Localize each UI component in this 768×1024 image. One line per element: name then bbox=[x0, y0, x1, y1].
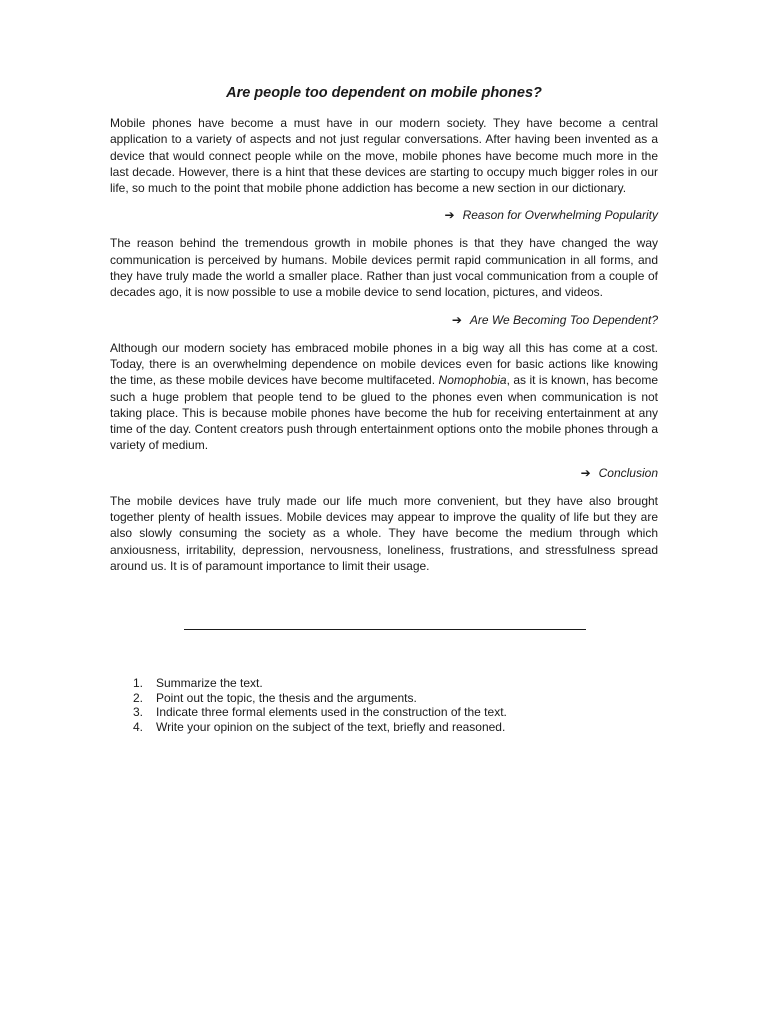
section-heading-dependence bbox=[110, 312, 658, 328]
intro-paragraph: Mobile phones have become a must have in our modern society. They have become a central application to a variety of aspects and not just regular conversations. After having been invented as a device that would connect people while on the move, mobile phones have become much more in the last decade. However, there is a hint that these devices are starting to occupy much bigger roles in our life, so much to the point that mobile phone addiction has become a new section in our dictionary. bbox=[110, 116, 658, 196]
arrow-right-icon: ➔ bbox=[580, 465, 591, 480]
list-item bbox=[133, 691, 507, 706]
list-item-number: 4. bbox=[133, 719, 144, 734]
document-body bbox=[110, 84, 658, 574]
section-heading-conclusion bbox=[110, 465, 658, 481]
list-item-text: Indicate three formal elements used in the construction of the text. bbox=[156, 705, 507, 719]
list-item-text: Summarize the text. bbox=[156, 676, 263, 690]
document-title: Are people too dependent on mobile phones? bbox=[226, 85, 542, 101]
list-item bbox=[133, 705, 507, 720]
task-list bbox=[133, 676, 507, 734]
popularity-paragraph: The reason behind the tremendous growth in mobile phones is that they have changed the way communication is perceived by humans. Mobile devices permit rapid communication in all forms, and they have truly made the world a smaller place. Rather than just vocal communication from a couple of decades ago, it is now possible to use a mobile device to send location, pictures, and videos. bbox=[110, 236, 658, 300]
section-heading-label: Conclusion bbox=[598, 465, 658, 480]
conclusion-paragraph: The mobile devices have truly made our life much more convenient, but they have also brought together plenty of health issues. Mobile devices may appear to improve the quality of life but they are also slowly consuming the society as a whole. They have become the medium through which anxiousness, irritability, depression, nervousness, loneliness, frustrations, and stressfulness spread around us. It is of paramount importance to limit their usage. bbox=[110, 493, 658, 573]
dependence-paragraph bbox=[110, 340, 658, 454]
list-item-text: Point out the topic, the thesis and the arguments. bbox=[156, 690, 417, 705]
nomophobia-term: Nomophobia bbox=[438, 373, 507, 388]
list-item bbox=[133, 720, 507, 735]
separator-line bbox=[184, 629, 586, 630]
list-item bbox=[133, 676, 507, 691]
list-item-number: 2. bbox=[133, 690, 144, 705]
section-heading-popularity bbox=[110, 207, 658, 223]
dependence-text-start: Although our modern society has embraced mobile phones in a big way all this has come at a cost. Today, there is an overwhelming dependence on mobile devices even for basic actions like knowing the time, as these mobile devices have become multifaceted. bbox=[110, 340, 658, 388]
list-item-number: 1. bbox=[133, 676, 144, 690]
arrow-right-icon: ➔ bbox=[444, 208, 455, 223]
dependence-text-end: , as it is known, has become such a huge problem that people tend to be glued to the phones even when communication is not taking place. This is because mobile phones have become the hub for receiving entertainment at any time of the day. Content creators push through entertainment options onto the mobile phones through a variety of medium. bbox=[110, 373, 658, 453]
arrow-right-icon: ➔ bbox=[451, 312, 462, 327]
list-item-text: Write your opinion on the subject of the text, briefly and reasoned. bbox=[156, 719, 506, 734]
list-item-number: 3. bbox=[133, 705, 144, 719]
section-heading-label: Are We Becoming Too Dependent? bbox=[469, 312, 658, 327]
section-heading-label: Reason for Overwhelming Popularity bbox=[462, 208, 658, 223]
